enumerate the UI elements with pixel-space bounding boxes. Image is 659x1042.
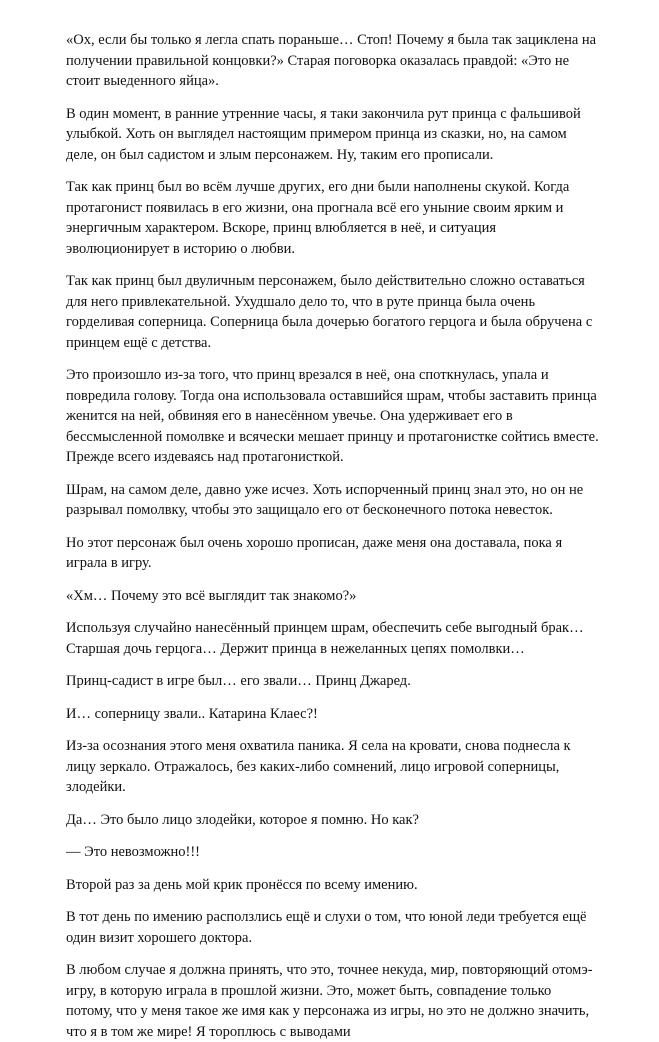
paragraph: Это произошло из-за того, что принц врезался в неё, она споткнулась, упала и повредила голову. Тогда она использовала оставшийся шрам, чтобы заставить принца женится на ней, обвиняя его в нанесённом увечье. Она удерживает его в бессмысленной помолвке и всячески мешает принцу и протагонистке сойтись вместе. Прежде всего издеваясь над протагонисткой. <box>66 367 599 465</box>
paragraph: «Ох, если бы только я легла спать пораньше… Стоп! Почему я была так зациклена на получении правильной концовки?» Старая поговорка оказалась правдой: «Это не стоит выеденного яйца». <box>66 32 597 89</box>
paragraph: Второй раз за день мой крик пронёсся по всему имению. <box>66 876 418 893</box>
paragraph: Из-за осознания этого меня охватила паника. Я села на кровати, снова поднесла к лицу зеркало. Отражалось, без каких-либо сомнений, лицо игровой соперницы, злодейки. <box>66 738 571 795</box>
paragraph: Принц-садист в игре был… его звали… Принц Джаред. <box>66 673 411 689</box>
paragraph: Да… Это было лицо злодейки, которое я помню. Но как? <box>66 811 419 828</box>
paragraph: — Это невозможно!!! <box>66 844 201 860</box>
paragraph: Шрам, на самом деле, давно уже исчез. Хоть испорченный принц знал это, но он не разрывал помолвку, чтобы это защищало его от бесконечного потока невесток. <box>66 481 584 518</box>
paragraph: «Хм… Почему это всё выглядит так знакомо?» <box>66 587 357 604</box>
paragraph: Но этот персонаж был очень хорошо прописан, даже меня она доставала, пока я играла в игру. <box>66 534 563 571</box>
paragraph: В один момент, в ранние утренние часы, я таки закончила рут принца с фальшивой улыбкой. Хоть он выглядел настоящим примером принца из сказки, но, на самом деле, он был садистом и злым персонажем. Ну, таким его прописали. <box>66 105 581 163</box>
paragraph: Так как принц был двуличным персонажем, было действительно сложно оставаться для него привлекательной. Ухудшало дело то, что в руте принца была очень горделивая соперница. Соперница была дочерью богатого герцога и была обручена с принцем ещё с детства. <box>66 273 593 351</box>
paragraph: Так как принц был во всём лучше других, его дни были наполнены скукой. Когда протагонист появилась в его жизни, она прогнала всё его уныние своим ярким и энергичным характером. Вскоре, принц влюбляется в неё, и ситуация эволюционирует в историю о любви. <box>66 179 570 257</box>
paragraph: И… соперницу звали.. Катарина Клаес?! <box>66 705 318 722</box>
paragraph: В тот день по имению расползлись ещё и слухи о том, что юной леди требуется ещё один визит хорошего доктора. <box>66 909 587 946</box>
paragraph: В любом случае я должна принять, что это, точнее некуда, мир, повторяющий отомэ-игру, в которую играла в прошлой жизни. Это, может быть, совпадение только потому, что у меня такое же имя как у персонажа из игры, но это не должно значить, что я в том же мире! Я тороплюсь с выводами <box>66 962 593 1040</box>
paragraph: Используя случайно нанесённый принцем шрам, обеспечить себе выгодный брак… Старшая дочь герцога… Держит принца в нежеланных цепях помолвки… <box>66 620 584 657</box>
